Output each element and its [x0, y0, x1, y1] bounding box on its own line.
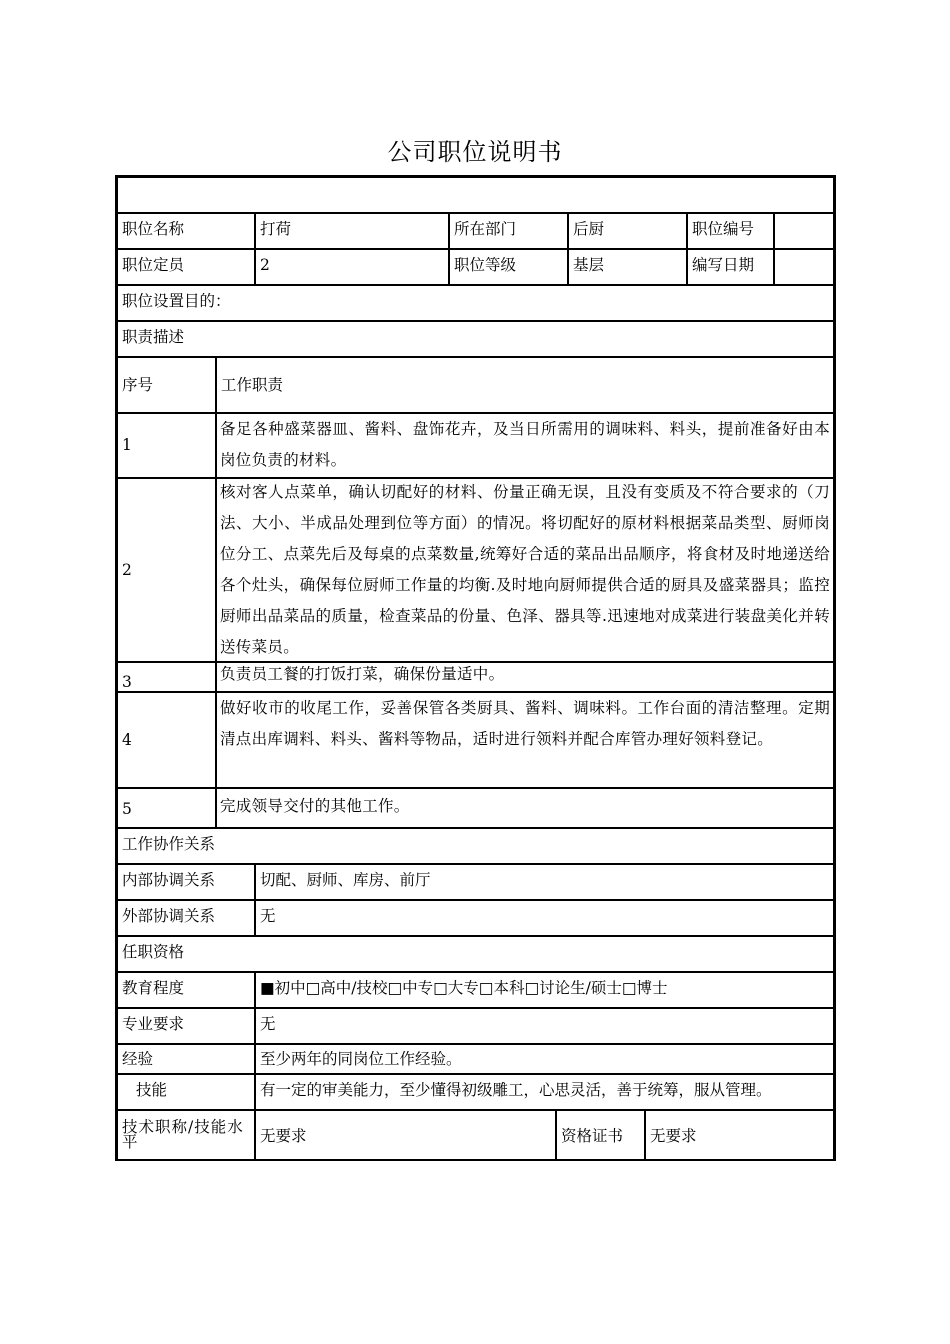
- experience-label: 经验: [117, 1044, 255, 1074]
- duty-cell: [216, 413, 834, 478]
- job-description-table: [115, 175, 836, 1161]
- grade-value: 基层: [568, 249, 687, 285]
- external-relations-label: 外部协调关系: [117, 900, 255, 936]
- relations-section-label: 工作协作关系: [117, 828, 834, 864]
- duty-description-header: 工作职责: [216, 357, 834, 413]
- department-label: 所在部门: [449, 213, 568, 249]
- duty-number-header: 序号: [117, 357, 216, 413]
- grade-label: 职位等级: [449, 249, 568, 285]
- duty-number: 3: [117, 662, 216, 692]
- education-value: ■初中□高中/技校□中专□大专□本科□讨论生/硕士□博士: [255, 972, 834, 1008]
- blank-header-row: [117, 177, 834, 213]
- duty-cell: [216, 662, 834, 692]
- duty-text: 备足各种盛菜器皿、酱料、盘饰花卉，及当日所需用的调味料、料头，提前准备好由本岗位负责的材料。: [220, 420, 830, 469]
- position-name-label: 职位名称: [117, 213, 255, 249]
- duty-cell: [216, 692, 834, 788]
- duty-text: 完成领导交付的其他工作。: [220, 797, 410, 815]
- duty-cell: [216, 478, 834, 662]
- qualifications-section-label: 任职资格: [117, 936, 834, 972]
- certificate-value: 无要求: [645, 1110, 834, 1161]
- certificate-label: 资格证书: [556, 1110, 645, 1161]
- experience-value: 至少两年的同岗位工作经验。: [255, 1044, 834, 1074]
- quota-value: 2: [255, 249, 449, 285]
- duty-number: 4: [117, 692, 216, 788]
- duty-number: 5: [117, 788, 216, 828]
- major-label: 专业要求: [117, 1008, 255, 1044]
- external-relations-value: 无: [255, 900, 834, 936]
- duty-text: 负责员工餐的打饭打菜，确保份量适中。: [220, 665, 505, 683]
- duty-cell: [216, 788, 834, 828]
- quota-label: 职位定员: [117, 249, 255, 285]
- internal-relations-label: 内部协调关系: [117, 864, 255, 900]
- position-code-label: 职位编号: [687, 213, 774, 249]
- technical-title-value: 无要求: [255, 1110, 556, 1161]
- duty-number: 1: [117, 413, 216, 478]
- duty-text: 核对客人点菜单，确认切配好的材料、份量正确无误，且没有变质及不符合要求的（刀法、大小、半成品处理到位等方面）的情况。将切配好的原材料根据菜品类型、厨师岗位分工、点菜先后及每桌的点菜数量,统筹好合适的菜品出品顺序，将食材及时地递送给各个灶头，确保每位厨师工作量的均衡.及时地向厨师提供合适的厨具及盛菜器具；监控厨师出品菜品的质量，检查菜品的份量、色泽、器具等.迅速地对成菜进行装盘美化并转送传菜员。: [220, 483, 830, 656]
- duty-number: 2: [117, 478, 216, 662]
- duty-text: 做好收市的收尾工作，妥善保管各类厨具、酱料、调味料。工作台面的清洁整理。定期清点出库调料、料头、酱料等物品，适时进行领料并配合库管办理好领料登记。: [220, 699, 830, 748]
- technical-title-label: 技术职称/技能水平: [117, 1110, 255, 1161]
- skill-value: 有一定的审美能力，至少懂得初级雕工，心思灵活，善于统筹，服从管理。: [255, 1074, 834, 1110]
- skill-label: 技能: [117, 1074, 255, 1110]
- purpose-label: 职位设置目的：: [117, 285, 834, 321]
- duties-section-label: 职责描述: [117, 321, 834, 357]
- internal-relations-value: 切配、厨师、库房、前厅: [255, 864, 834, 900]
- department-value: 后厨: [568, 213, 687, 249]
- date-label: 编写日期: [687, 249, 774, 285]
- major-value: 无: [255, 1008, 834, 1044]
- position-name-value: 打荷: [255, 213, 449, 249]
- position-code-value: [774, 213, 834, 249]
- education-label: 教育程度: [117, 972, 255, 1008]
- page-title: 公司职位说明书: [387, 138, 563, 166]
- date-value: [774, 249, 834, 285]
